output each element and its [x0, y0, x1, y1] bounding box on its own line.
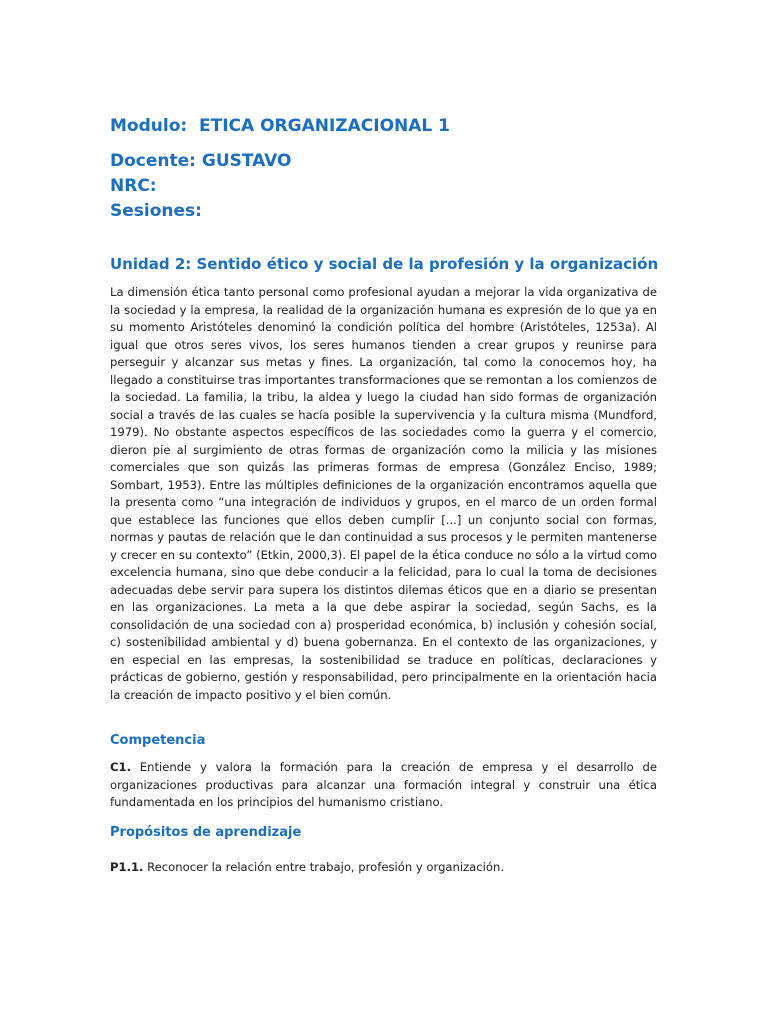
document-content	[110, 113, 657, 876]
sesiones-heading: Sesiones:	[110, 201, 202, 221]
module-title: Modulo: ETICA ORGANIZACIONAL 1	[110, 116, 450, 136]
proposito-text: Reconocer la relación entre trabajo, profesión y organización.	[143, 859, 505, 874]
competencia-code: C1.	[110, 760, 131, 774]
nrc-heading: NRC:	[110, 176, 157, 196]
competencia-text: Entiende y valora la formación para la creación de empresa y el desarrollo de organizaciones productivas para alcanzar una formación integral y construir una ética fundamentada en los principios del humanismo cristiano.	[110, 760, 657, 809]
docente-heading: Docente: GUSTAVO	[110, 151, 292, 171]
unidad-title: Unidad 2: Sentido ético y social de la profesión y la organización	[110, 255, 659, 273]
unidad-paragraph: La dimensión ética tanto personal como profesional ayudan a mejorar la vida organizativa de la sociedad y la empresa, la realidad de la organización humana es expresión de lo que ya en su momento Aristóteles denominó la condición política del hombre (Aristóteles, 1253a). Al igual que otros seres vivos, los seres humanos tienden a crear grupos y reunirse para perseguir y alcanzar sus metas y fines. La organización, tal como la conocemos hoy, ha llegado a constituirse tras importantes transformaciones que se remontan a los comienzos de la sociedad. La familia, la tribu, la aldea y luego la ciudad han sido formas de organización social a través de las cuales se hacía posible la supervivencia y la cultura misma (Mundford, 1979). No obstante aspectos específicos de las sociedades como la guerra y el comercio, dieron pie al surgimiento de otras formas de organización como la milicia y las misiones comerciales que son quizás las primeras formas de empresa (González Enciso, 1989; Sombart, 1953). Entre las múltiples definiciones de la organización encontramos aquella que la presenta como “una integración de individuos y grupos, en el marco de un orden formal que establece las funciones que ellos deben cumplir [...] un conjunto social con formas, normas y pautas de relación que le dan continuidad a sus procesos y le permiten mantenerse y crecer en su contexto” (Etkin, 2000,3). El papel de la ética conduce no sólo a la virtud como excelencia humana, sino que debe conducir a la felicidad, para lo cual la toma de decisiones adecuadas debe servir para supera los distintos dilemas éticos que en a diario se presentan en las organizaciones. La meta a la que debe aspirar la sociedad, según Sachs, es la consolidación de una sociedad con a) prosperidad económica, b) inclusión y cohesión social, c) sostenibilidad ambiental y d) buena gobernanza. En el contexto de las organizaciones, y en especial en las empresas, la sostenibilidad se traduce en políticas, declaraciones y prácticas de gobierno, gestión y responsabilidad, pero principalmente en la orientación hacia la creación de impacto positivo y el bien común.	[110, 285, 657, 702]
competencia-item	[110, 759, 657, 812]
competencia-heading: Competencia	[110, 733, 206, 748]
propositos-heading: Propósitos de aprendizaje	[110, 824, 302, 840]
proposito-item	[110, 859, 657, 877]
proposito-code: P1.1.	[110, 859, 144, 874]
